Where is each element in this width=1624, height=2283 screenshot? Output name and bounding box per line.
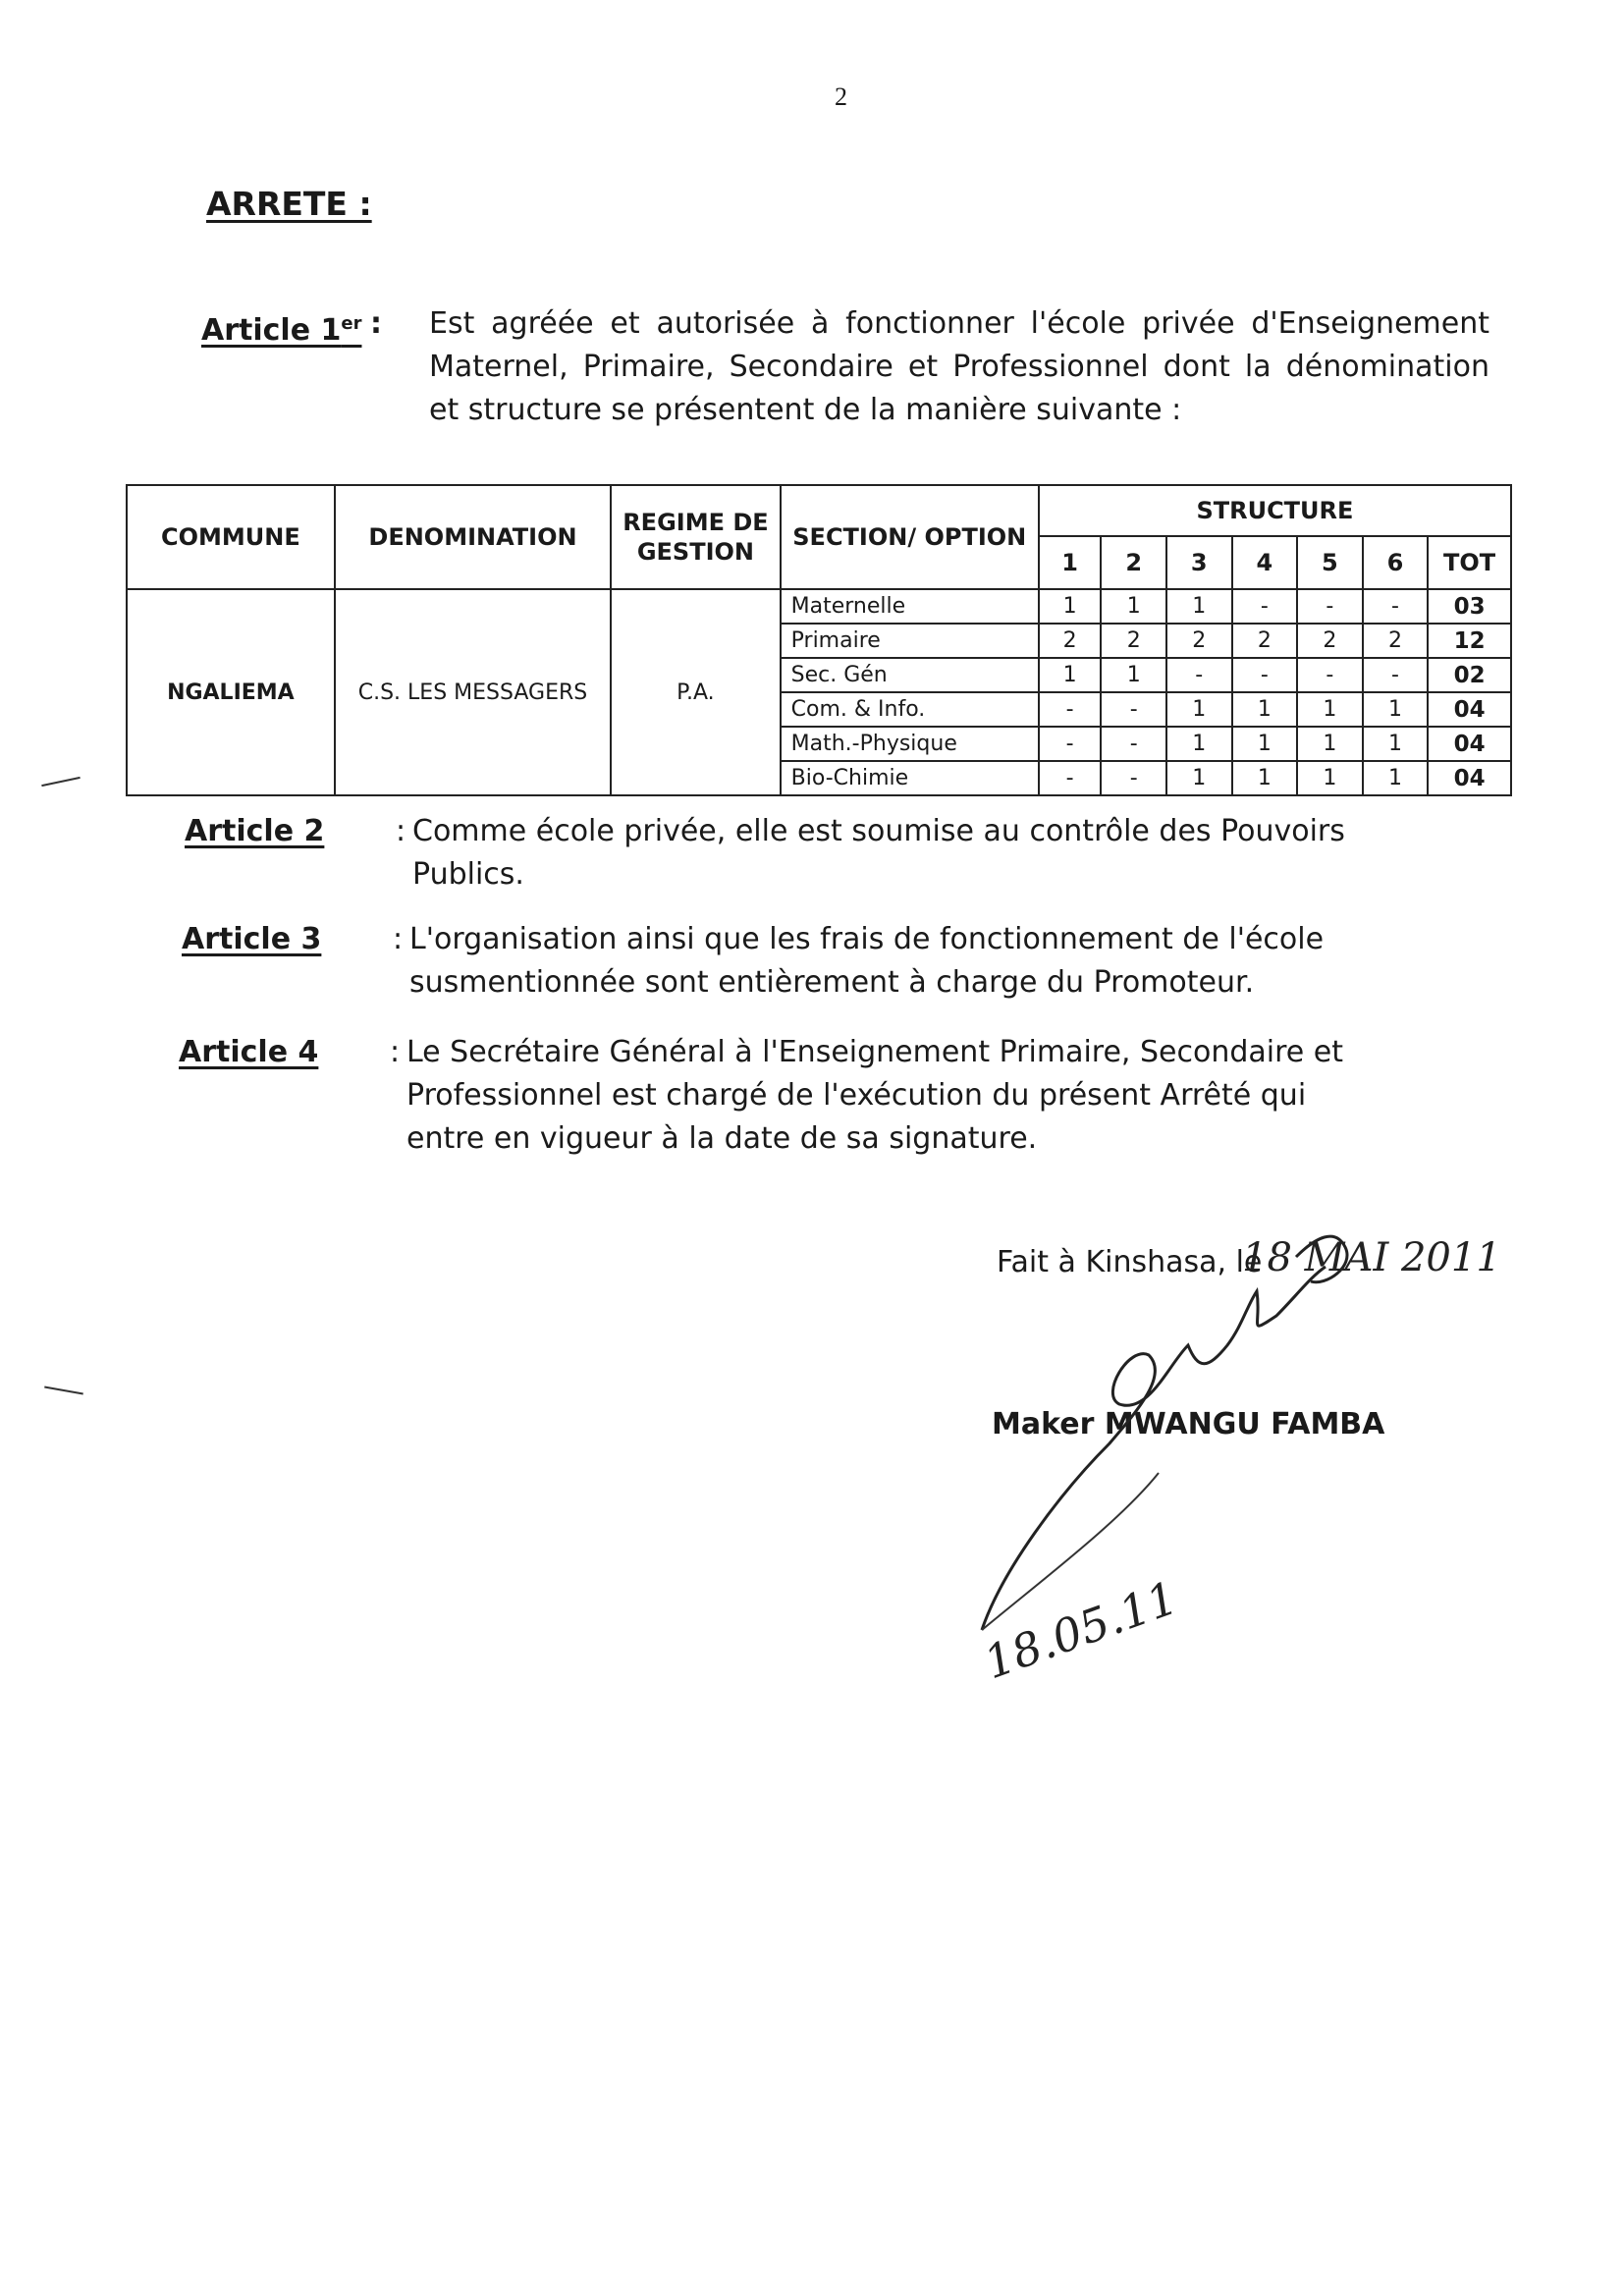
article-2-colon: : (396, 814, 406, 848)
header-regime: REGIME DE GESTION (611, 485, 780, 589)
cell-level-6: 1 (1363, 761, 1429, 795)
article-2-text: Comme école privée, elle est soumise au contrôle des Pouvoirs Publics. (412, 814, 1345, 892)
cell-level-3: 1 (1166, 692, 1232, 727)
cell-level-2: - (1101, 692, 1166, 727)
article-4-label: Article 4 (179, 1035, 319, 1069)
cell-level-3: 1 (1166, 589, 1232, 624)
cell-level-5: - (1297, 658, 1363, 692)
cell-level-2: - (1101, 761, 1166, 795)
cell-level-4: 1 (1232, 761, 1298, 795)
cell-level-1: - (1039, 692, 1102, 727)
cell-level-1: - (1039, 727, 1102, 761)
article-3-colon: : (393, 922, 404, 956)
cell-level-4: 1 (1232, 692, 1298, 727)
cell-level-6: 1 (1363, 727, 1429, 761)
header-col-3: 3 (1166, 536, 1232, 589)
page-number: 2 (835, 82, 847, 111)
handwritten-signature (923, 1198, 1453, 1709)
heading (206, 185, 372, 223)
cell-level-4: - (1232, 589, 1298, 624)
cell-level-2: 1 (1101, 658, 1166, 692)
cell-level-6: - (1363, 658, 1429, 692)
cell-section: Com. & Info. (781, 692, 1039, 727)
article-3-text: L'organisation ainsi que les frais de fonctionnement de l'école susmentionnée sont entièrement à charge du Promoteur. (409, 922, 1325, 1000)
handwritten-date: 18.05.11 (977, 1570, 1185, 1690)
article-3-label: Article 3 (182, 922, 322, 956)
cell-total: 03 (1428, 589, 1511, 624)
cell-section: Bio-Chimie (781, 761, 1039, 795)
article-4-text: Le Secrétaire Général à l'Enseignement Primaire, Secondaire et Professionnel est chargé de l'exécution du présent Arrêté qui entre en vigueur à la date de sa signature. (406, 1035, 1344, 1156)
cell-level-5: 1 (1297, 761, 1363, 795)
header-denomination: DENOMINATION (335, 485, 611, 589)
table-row (127, 589, 1511, 624)
cell-level-5: 1 (1297, 692, 1363, 727)
cell-level-3: - (1166, 658, 1232, 692)
header-commune: COMMUNE (127, 485, 335, 589)
cell-section: Maternelle (781, 589, 1039, 624)
cell-total: 02 (1428, 658, 1511, 692)
cell-level-5: 2 (1297, 624, 1363, 658)
cell-level-3: 2 (1166, 624, 1232, 658)
article-1-label-sup: er (341, 313, 362, 334)
article-4-colon: : (390, 1035, 401, 1069)
cell-level-2: 2 (1101, 624, 1166, 658)
article-1-label (201, 302, 361, 353)
cell-denomination: C.S. LES MESSAGERS (335, 589, 611, 795)
article-1-colon: : (370, 306, 382, 341)
cell-total: 04 (1428, 692, 1511, 727)
structure-table (126, 484, 1512, 796)
header-col-5: 5 (1297, 536, 1363, 589)
cell-level-4: 2 (1232, 624, 1298, 658)
cell-level-4: 1 (1232, 727, 1298, 761)
cell-section: Primaire (781, 624, 1039, 658)
place-date: Fait à Kinshasa, le (997, 1245, 1263, 1279)
cell-level-3: 1 (1166, 727, 1232, 761)
scan-mark-2 (44, 1386, 83, 1395)
cell-total: 04 (1428, 761, 1511, 795)
heading-text: ARRETE : (206, 185, 372, 223)
cell-level-2: - (1101, 727, 1166, 761)
cell-level-5: - (1297, 589, 1363, 624)
article-1-label-text: Article 1 (201, 313, 342, 348)
cell-level-1: 1 (1039, 658, 1102, 692)
cell-section: Math.-Physique (781, 727, 1039, 761)
cell-level-4: - (1232, 658, 1298, 692)
cell-level-6: - (1363, 589, 1429, 624)
signer-name: Maker MWANGU FAMBA (992, 1407, 1385, 1441)
cell-level-6: 2 (1363, 624, 1429, 658)
signature-date: 18 MAI 2011 (1242, 1235, 1501, 1280)
header-section: SECTION/ OPTION (781, 485, 1039, 589)
header-structure: STRUCTURE (1039, 485, 1511, 536)
cell-section: Sec. Gén (781, 658, 1039, 692)
cell-level-1: - (1039, 761, 1102, 795)
cell-level-1: 2 (1039, 624, 1102, 658)
cell-level-3: 1 (1166, 761, 1232, 795)
cell-level-1: 1 (1039, 589, 1102, 624)
header-col-1: 1 (1039, 536, 1102, 589)
cell-level-5: 1 (1297, 727, 1363, 761)
article-2-label: Article 2 (185, 814, 325, 848)
cell-level-2: 1 (1101, 589, 1166, 624)
article-1-text: Est agréée et autorisée à fonctionner l'école privée d'Enseignement Maternel, Primaire, Secondaire et Professionnel dont la dénomination et structure se présentent de la manière suivante : (429, 306, 1489, 427)
cell-level-6: 1 (1363, 692, 1429, 727)
cell-regime: P.A. (611, 589, 780, 795)
scan-mark-1 (41, 777, 81, 787)
header-col-6: 6 (1363, 536, 1429, 589)
cell-total: 04 (1428, 727, 1511, 761)
header-col-4: 4 (1232, 536, 1298, 589)
cell-total: 12 (1428, 624, 1511, 658)
header-col-2: 2 (1101, 536, 1166, 589)
header-col-7: TOT (1428, 536, 1511, 589)
cell-commune: NGALIEMA (127, 589, 335, 795)
